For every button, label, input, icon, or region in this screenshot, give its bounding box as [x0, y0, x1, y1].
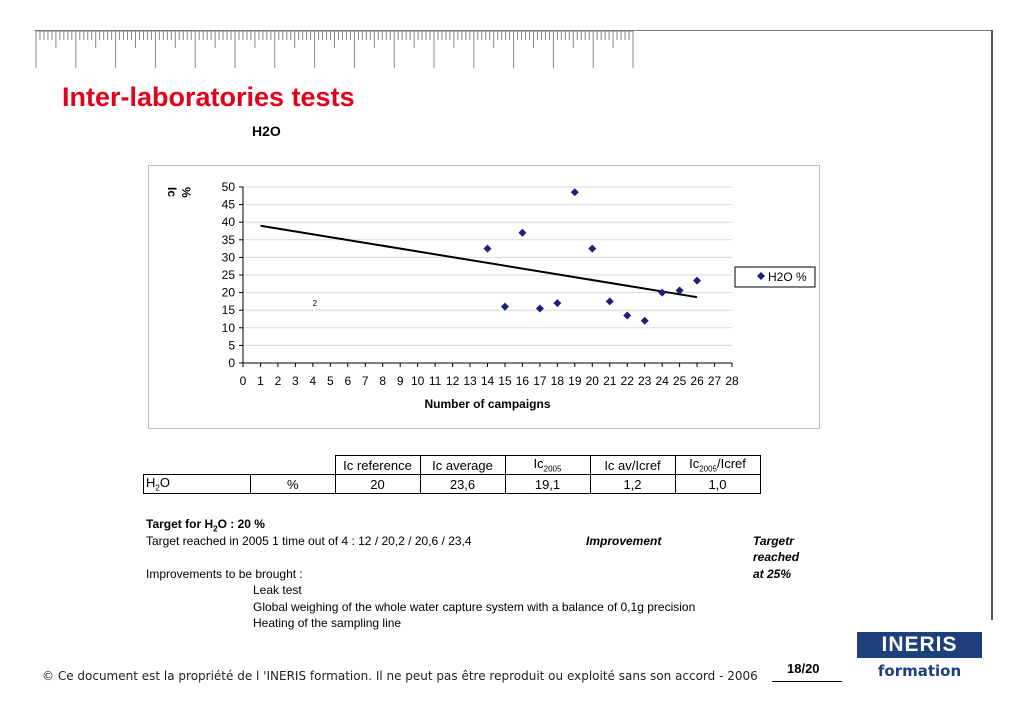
logo-top: INERIS — [857, 632, 982, 658]
col-ic-2005: $Ic_{2005}$ — [505, 456, 590, 475]
data-point — [484, 245, 492, 253]
x-tick-label: 19 — [568, 374, 582, 388]
y-tick-label: 50 — [221, 180, 235, 194]
x-tick-label: 7 — [361, 374, 369, 388]
col-ic2005-icref: $Ic_{2005}$/Icref — [675, 456, 760, 475]
target-line: Target for $H_2O$ : 20 % — [146, 517, 265, 534]
data-point — [623, 311, 631, 319]
x-tick-label: 13 — [463, 374, 477, 388]
y-tick-label: 30 — [221, 250, 235, 265]
x-tick-label: 1 — [257, 374, 264, 388]
x-tick-label: 9 — [396, 374, 404, 388]
cell-ic-average: 23,6 — [420, 475, 505, 494]
data-point — [641, 317, 649, 325]
page-underline — [772, 681, 842, 682]
y-tick-label: 45 — [221, 197, 235, 212]
x-tick-label: 15 — [498, 374, 512, 388]
target-reached-line: Target reached in 2005 1 time out of 4 : 12 / 20,2 / 20,6 / 23,4 Improvement Targetr reached at 25% — [146, 533, 800, 581]
top-border-line — [35, 30, 991, 31]
x-tick-label: 4 — [309, 374, 317, 388]
improvement-item: Leak test — [253, 583, 302, 597]
y-tick-label: 15 — [221, 303, 235, 318]
col-ic-reference: Ic reference — [335, 456, 420, 475]
trendline — [260, 226, 697, 297]
notes — [146, 516, 800, 632]
x-tick-label: 26 — [690, 374, 704, 388]
x-tick-label: 18 — [550, 374, 565, 388]
x-tick-label: 20 — [585, 374, 599, 388]
cell-compound: $H_2O$ — [144, 475, 251, 494]
target-reached-label: Targetr reached at 25% — [753, 533, 800, 581]
decorative-ruler — [35, 30, 635, 70]
cell-ic-2005: 19,1 — [505, 475, 590, 494]
data-point — [518, 229, 526, 237]
data-point — [693, 277, 701, 285]
x-tick-label: 5 — [326, 374, 334, 388]
scatter-chart — [148, 165, 818, 427]
spacer — [146, 549, 695, 566]
data-point — [571, 188, 579, 196]
y-tick-label: 35 — [221, 232, 235, 247]
improvement-item: Heating of the sampling line — [253, 616, 402, 630]
improvement-label: Improvement — [586, 533, 662, 548]
cell-ic-av-icref: 1,2 — [590, 475, 675, 494]
improvement-item: Global weighing of the whole water capture system with a balance of 0,1g precision — [253, 599, 696, 614]
data-point — [553, 299, 561, 307]
copyright-footer: © Ce document est la propriété de l 'INERIS formation. Il ne peut pas être reproduit ou exploité sans son accord - 2006 — [42, 669, 758, 683]
right-border-line — [991, 30, 993, 620]
x-tick-label: 27 — [707, 374, 722, 388]
y-axis-label: Ic — [165, 187, 179, 198]
x-tick-label: 10 — [410, 374, 425, 388]
x-tick-label: 6 — [344, 374, 352, 388]
x-tick-label: 14 — [480, 374, 495, 388]
table-header-row — [144, 456, 761, 475]
x-tick-label: 22 — [620, 374, 634, 388]
data-point — [536, 304, 544, 312]
x-tick-label: 8 — [379, 374, 387, 388]
x-tick-label: 11 — [428, 374, 442, 388]
col-ic-average: Ic average — [420, 456, 505, 475]
table-row — [144, 475, 761, 494]
x-tick-label: 2 — [274, 374, 282, 388]
y-tick-label: 10 — [221, 320, 235, 335]
data-point — [588, 245, 596, 253]
data-point — [658, 289, 666, 297]
logo-bottom: formation — [877, 662, 962, 680]
y-tick-label: 5 — [228, 338, 235, 353]
cell-ic-reference: 20 — [335, 475, 420, 494]
cell-unit: % — [251, 475, 336, 494]
x-axis-label: Number of campaigns — [424, 397, 551, 411]
x-tick-label: 12 — [445, 374, 460, 388]
data-point — [501, 303, 509, 311]
x-tick-label: 17 — [533, 374, 547, 388]
y-tick-label: 25 — [221, 268, 235, 282]
x-tick-label: 3 — [292, 374, 299, 388]
cell-ic2005-icref: 1,0 — [675, 475, 760, 494]
col-ic-av-icref: Ic av/Icref — [590, 456, 675, 475]
chart-annotation: 2 — [312, 299, 318, 309]
y-tick-label: 0 — [228, 356, 235, 370]
page-number: 18/20 — [787, 661, 820, 676]
x-tick-label: 25 — [672, 374, 687, 388]
y-tick-label: 20 — [221, 285, 235, 300]
x-tick-label: 16 — [515, 374, 530, 388]
x-tick-label: 0 — [239, 374, 247, 388]
legend-label: H2O % — [768, 270, 807, 284]
slide-title: Inter-laboratories tests — [62, 82, 355, 112]
results-table — [143, 455, 761, 494]
x-tick-label: 23 — [637, 374, 652, 388]
x-tick-label: 24 — [655, 374, 669, 388]
y-axis-label-unit: % — [179, 187, 193, 198]
ineris-logo — [857, 632, 982, 684]
x-tick-label: 21 — [603, 374, 617, 388]
chart-title: H2O — [252, 123, 281, 139]
improvements-title: Improvements to be brought : — [146, 566, 303, 581]
x-tick-label: 28 — [725, 374, 739, 388]
data-point — [606, 297, 614, 305]
y-tick-label: 40 — [221, 215, 235, 230]
